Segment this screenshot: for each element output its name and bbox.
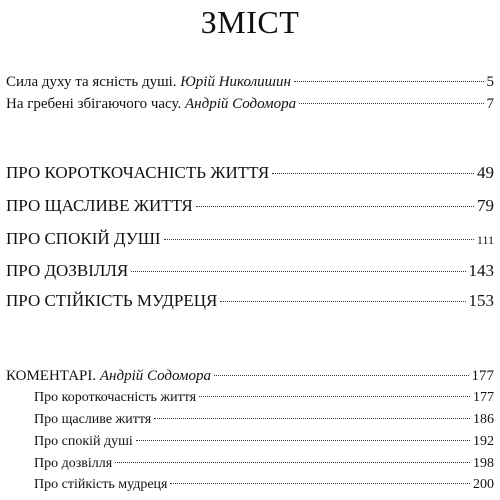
- dot-leader: [115, 462, 470, 463]
- entry-title: Про стійкість мудреця: [34, 477, 168, 492]
- page-number: 200: [473, 477, 494, 492]
- toc-entry-intro-1: [6, 74, 494, 91]
- entry-author: Юрій Николишин: [180, 74, 291, 90]
- toc-subentry-4: [34, 456, 494, 472]
- toc-subentry-5: [34, 477, 494, 493]
- entry-title: Сила духу та ясність душі.: [6, 74, 181, 90]
- page-number: 7: [486, 96, 494, 112]
- toc-entry-chapter-2: [6, 196, 494, 216]
- page-number: 79: [477, 196, 494, 215]
- entry-title: КОМЕНТАРІ.: [6, 368, 100, 384]
- toc-entry-label: [6, 74, 291, 91]
- page-number: 49: [477, 163, 494, 182]
- dot-leader: [214, 375, 469, 376]
- toc-entry-chapter-1: [6, 163, 494, 183]
- entry-title: Про дозвілля: [34, 456, 113, 471]
- page-number: 111: [476, 233, 494, 247]
- dot-leader: [170, 483, 470, 484]
- entry-author: Андрій Содомора: [185, 96, 297, 112]
- entry-author: Андрій Содомора: [99, 368, 211, 384]
- dot-leader: [199, 396, 470, 397]
- dot-leader: [299, 103, 483, 104]
- entry-title: ПРО КОРОТКОЧАСНІСТЬ ЖИТТЯ: [6, 163, 270, 182]
- entry-title: ПРО ДОЗВІЛЛЯ: [6, 261, 129, 280]
- page-number: 5: [486, 74, 494, 90]
- page-number: 198: [473, 456, 494, 471]
- dot-leader: [154, 418, 470, 419]
- toc-entry-chapter-5: [6, 291, 494, 311]
- page-number: 153: [468, 291, 494, 310]
- page-number: 186: [473, 412, 494, 427]
- entry-title: Про короткочасність життя: [34, 390, 197, 405]
- toc-subentry-1: [34, 390, 494, 406]
- entry-title: ПРО СПОКІЙ ДУШІ: [6, 229, 161, 248]
- dot-leader: [272, 173, 474, 174]
- page-number: 143: [468, 261, 494, 280]
- dot-leader: [196, 206, 474, 207]
- page-title: ЗМІСТ: [200, 4, 300, 40]
- dot-leader: [294, 81, 484, 82]
- toc-entry-label: [6, 96, 296, 113]
- toc-entry-chapter-4: [6, 261, 494, 281]
- entry-title: На гребені збігаючого часу.: [6, 96, 185, 112]
- page-number: 177: [471, 368, 494, 384]
- toc-entry-chapter-3: [6, 229, 494, 249]
- entry-title: Про щасливе життя: [34, 412, 152, 427]
- toc-entry-intro-2: [6, 96, 494, 113]
- dot-leader: [164, 239, 474, 240]
- entry-title: ПРО ЩАСЛИВЕ ЖИТТЯ: [6, 196, 193, 215]
- entry-title: ПРО СТІЙКІСТЬ МУДРЕЦЯ: [6, 291, 218, 310]
- page-number: 177: [473, 390, 494, 405]
- toc-entry-label: [6, 368, 211, 385]
- toc-subentry-3: [34, 434, 494, 450]
- dot-leader: [136, 440, 470, 441]
- dot-leader: [131, 271, 465, 272]
- page-number: 192: [473, 434, 494, 449]
- toc-entry-commentary: [6, 368, 494, 385]
- dot-leader: [220, 301, 465, 302]
- entry-title: Про спокій душі: [34, 434, 133, 449]
- toc-subentry-2: [34, 412, 494, 428]
